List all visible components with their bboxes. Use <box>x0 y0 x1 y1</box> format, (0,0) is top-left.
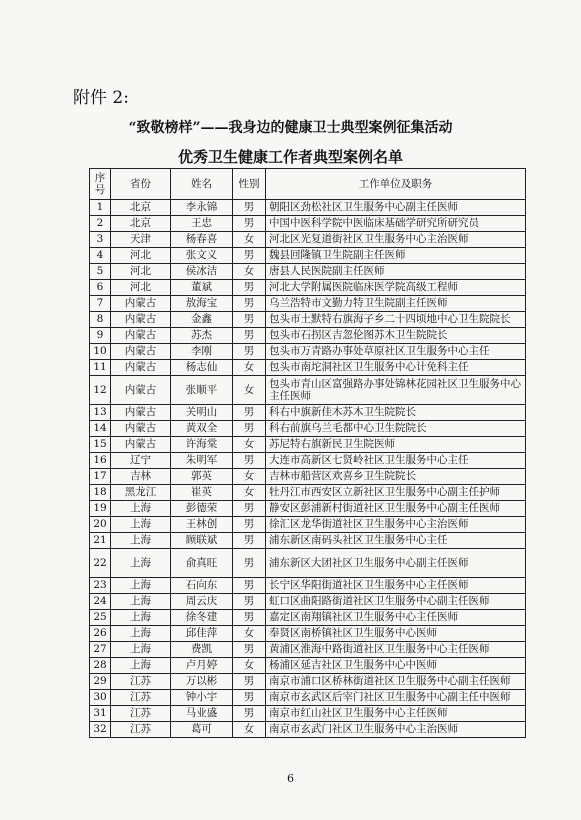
document-subtitle: 优秀卫生健康工作者典型案例名单 <box>177 148 403 166</box>
cell-unit: 南京市玄武门社区卫生服务中心主治医师 <box>266 722 526 738</box>
cell-unit: 吉林市船营区欢喜乡卫生院院长 <box>266 469 526 485</box>
document-title: “致敬榜样”——我身边的健康卫士典型案例征集活动 <box>128 120 453 136</box>
cell-province: 内蒙古 <box>111 405 171 421</box>
cell-name: 钟小宇 <box>171 690 233 706</box>
cell-province: 上海 <box>111 533 171 549</box>
cell-province: 上海 <box>111 594 171 610</box>
cell-unit: 唐县人民医院副主任医师 <box>266 264 526 280</box>
cell-province: 上海 <box>111 642 171 658</box>
cell-unit: 河北大学附属医院临床医学院高级工程师 <box>266 280 526 296</box>
cell-province: 天津 <box>111 232 171 248</box>
cell-gender: 女 <box>233 658 266 674</box>
table-row <box>90 469 526 485</box>
cell-gender: 男 <box>233 706 266 722</box>
cell-gender: 男 <box>233 674 266 690</box>
attachment-label: 附件 2: <box>73 88 129 108</box>
cell-no: 30 <box>90 690 111 706</box>
cell-name: 金鑫 <box>171 312 233 328</box>
cell-no: 8 <box>90 312 111 328</box>
cell-province: 辽宁 <box>111 453 171 469</box>
cell-no: 7 <box>90 296 111 312</box>
cell-gender: 男 <box>233 328 266 344</box>
cell-unit: 长宁区华阳街道社区卫生服务中心主任医师 <box>266 578 526 594</box>
cell-name: 石向东 <box>171 578 233 594</box>
cell-province: 江苏 <box>111 674 171 690</box>
cell-gender: 男 <box>233 200 266 216</box>
table-row <box>90 610 526 626</box>
cell-unit: 包头市青山区富强路办事处锦林花园社区卫生服务中心主任医师 <box>266 376 526 405</box>
cell-province: 内蒙古 <box>111 376 171 405</box>
cell-name: 侯冰洁 <box>171 264 233 280</box>
cell-unit: 朝阳区劲松社区卫生服务中心副主任医师 <box>266 200 526 216</box>
table-row <box>90 485 526 501</box>
cell-province: 内蒙古 <box>111 296 171 312</box>
cell-no: 16 <box>90 453 111 469</box>
cell-gender: 男 <box>233 501 266 517</box>
cell-gender: 男 <box>233 453 266 469</box>
cell-province: 河北 <box>111 280 171 296</box>
cell-name: 邱佳萍 <box>171 626 233 642</box>
cell-no: 1 <box>90 200 111 216</box>
table-row <box>90 722 526 738</box>
cell-gender: 男 <box>233 578 266 594</box>
cell-name: 周云庆 <box>171 594 233 610</box>
cell-unit: 包头市石拐区吉忽伦图苏木卫生院院长 <box>266 328 526 344</box>
case-list-table <box>89 168 526 738</box>
cell-no: 28 <box>90 658 111 674</box>
cell-no: 11 <box>90 360 111 376</box>
cell-unit: 牡丹江市西安区立新社区卫生服务中心副主任护师 <box>266 485 526 501</box>
cell-gender: 男 <box>233 312 266 328</box>
cell-no: 18 <box>90 485 111 501</box>
cell-name: 马业盛 <box>171 706 233 722</box>
cell-province: 上海 <box>111 658 171 674</box>
cell-name: 郭英 <box>171 469 233 485</box>
table-row <box>90 549 526 578</box>
cell-name: 黄双全 <box>171 421 233 437</box>
cell-gender: 男 <box>233 296 266 312</box>
table-body <box>90 200 526 738</box>
table-row <box>90 200 526 216</box>
cell-name: 李永锦 <box>171 200 233 216</box>
table-row <box>90 421 526 437</box>
cell-gender: 男 <box>233 594 266 610</box>
cell-name: 王忠 <box>171 216 233 232</box>
cell-province: 河北 <box>111 264 171 280</box>
cell-province: 吉林 <box>111 469 171 485</box>
table-row <box>90 216 526 232</box>
cell-no: 23 <box>90 578 111 594</box>
table-row <box>90 248 526 264</box>
cell-name: 王林创 <box>171 517 233 533</box>
table-row <box>90 344 526 360</box>
cell-no: 6 <box>90 280 111 296</box>
cell-gender: 男 <box>233 549 266 578</box>
header-unit: 工作单位及职务 <box>266 169 526 200</box>
cell-gender: 女 <box>233 626 266 642</box>
cell-province: 河北 <box>111 248 171 264</box>
cell-gender: 女 <box>233 232 266 248</box>
cell-no: 26 <box>90 626 111 642</box>
cell-province: 内蒙古 <box>111 421 171 437</box>
table-row <box>90 296 526 312</box>
cell-name: 俞真旺 <box>171 549 233 578</box>
table-row <box>90 405 526 421</box>
cell-name: 万以彬 <box>171 674 233 690</box>
cell-no: 19 <box>90 501 111 517</box>
cell-province: 江苏 <box>111 706 171 722</box>
cell-name: 苏杰 <box>171 328 233 344</box>
cell-name: 敖海宝 <box>171 296 233 312</box>
cell-unit: 南京市玄武区后宰门社区卫生服务中心副主任中医师 <box>266 690 526 706</box>
cell-gender: 女 <box>233 722 266 738</box>
cell-name: 杨春喜 <box>171 232 233 248</box>
table-row <box>90 501 526 517</box>
cell-name: 朱明军 <box>171 453 233 469</box>
cell-gender: 男 <box>233 405 266 421</box>
cell-no: 2 <box>90 216 111 232</box>
cell-unit: 黄浦区淮海中路街道社区卫生服务中心主任医师 <box>266 642 526 658</box>
cell-gender: 女 <box>233 485 266 501</box>
cell-unit: 徐汇区龙华街道社区卫生服务中心主治医师 <box>266 517 526 533</box>
table-row <box>90 264 526 280</box>
cell-no: 32 <box>90 722 111 738</box>
cell-no: 15 <box>90 437 111 453</box>
cell-province: 上海 <box>111 549 171 578</box>
cell-gender: 女 <box>233 360 266 376</box>
table-row <box>90 453 526 469</box>
cell-unit: 中国中医科学院中医临床基础学研究所研究员 <box>266 216 526 232</box>
cell-gender: 女 <box>233 376 266 405</box>
cell-unit: 河北区光复道街社区卫生服务中心主治医师 <box>266 232 526 248</box>
table-row <box>90 312 526 328</box>
cell-unit: 静安区彭浦新村街道社区卫生服务中心副主任医师 <box>266 501 526 517</box>
cell-unit: 杨浦区延吉社区卫生服务中心中医师 <box>266 658 526 674</box>
cell-name: 费凯 <box>171 642 233 658</box>
cell-unit: 浦东新区南码头社区卫生服务中心主任 <box>266 533 526 549</box>
header-province: 省份 <box>111 169 171 200</box>
cell-no: 13 <box>90 405 111 421</box>
cell-unit: 浦东新区大团社区卫生服务中心副主任医师 <box>266 549 526 578</box>
cell-no: 21 <box>90 533 111 549</box>
cell-unit: 包头市南坨洞社区卫生服务中心计免科主任 <box>266 360 526 376</box>
header-no <box>90 169 111 200</box>
table-row <box>90 674 526 690</box>
cell-no: 5 <box>90 264 111 280</box>
cell-name: 徐冬建 <box>171 610 233 626</box>
table-row <box>90 658 526 674</box>
cell-province: 上海 <box>111 501 171 517</box>
cell-province: 上海 <box>111 578 171 594</box>
table-row <box>90 706 526 722</box>
cell-no: 10 <box>90 344 111 360</box>
cell-province: 北京 <box>111 216 171 232</box>
cell-name: 崔英 <box>171 485 233 501</box>
table-row <box>90 328 526 344</box>
cell-no: 17 <box>90 469 111 485</box>
cell-name: 杨志仙 <box>171 360 233 376</box>
cell-name: 卢月婷 <box>171 658 233 674</box>
table-row <box>90 232 526 248</box>
header-gender: 性别 <box>233 169 266 200</box>
cell-name: 关明山 <box>171 405 233 421</box>
table-row <box>90 626 526 642</box>
table-header-row <box>90 169 526 200</box>
table-row <box>90 360 526 376</box>
cell-province: 内蒙古 <box>111 344 171 360</box>
cell-gender: 男 <box>233 642 266 658</box>
table-row <box>90 594 526 610</box>
cell-name: 许海棠 <box>171 437 233 453</box>
cell-province: 上海 <box>111 626 171 642</box>
cell-province: 上海 <box>111 610 171 626</box>
cell-no: 29 <box>90 674 111 690</box>
cell-name: 张顺平 <box>171 376 233 405</box>
cell-province: 内蒙古 <box>111 360 171 376</box>
cell-province: 江苏 <box>111 722 171 738</box>
cell-unit: 苏尼特右旗新民卫生院医师 <box>266 437 526 453</box>
table-row <box>90 280 526 296</box>
cell-unit: 魏县回隆镇卫生院副主任医师 <box>266 248 526 264</box>
table-row <box>90 437 526 453</box>
cell-gender: 男 <box>233 216 266 232</box>
cell-gender: 男 <box>233 517 266 533</box>
cell-no: 31 <box>90 706 111 722</box>
table-row <box>90 642 526 658</box>
cell-no: 9 <box>90 328 111 344</box>
cell-province: 内蒙古 <box>111 312 171 328</box>
cell-province: 江苏 <box>111 690 171 706</box>
cell-gender: 女 <box>233 469 266 485</box>
cell-no: 22 <box>90 549 111 578</box>
cell-unit: 大连市高新区七贤岭社区卫生服务中心主任 <box>266 453 526 469</box>
cell-unit: 乌兰浩特市文勤力特卫生院副主任医师 <box>266 296 526 312</box>
cell-province: 北京 <box>111 200 171 216</box>
cell-gender: 男 <box>233 421 266 437</box>
cell-gender: 女 <box>233 264 266 280</box>
cell-name: 董斌 <box>171 280 233 296</box>
cell-unit: 嘉定区南翔镇社区卫生服务中心主任医师 <box>266 610 526 626</box>
cell-no: 12 <box>90 376 111 405</box>
cell-no: 3 <box>90 232 111 248</box>
cell-unit: 包头市万青路办事处草原社区卫生服务中心主任 <box>266 344 526 360</box>
cell-gender: 男 <box>233 248 266 264</box>
cell-province: 内蒙古 <box>111 437 171 453</box>
cell-gender: 男 <box>233 533 266 549</box>
cell-unit: 科右前旗乌兰毛都中心卫生院院长 <box>266 421 526 437</box>
cell-gender: 男 <box>233 690 266 706</box>
cell-gender: 男 <box>233 280 266 296</box>
cell-gender: 男 <box>233 610 266 626</box>
cell-unit: 包头市土默特右旗海子乡二十四顷地中心卫生院院长 <box>266 312 526 328</box>
cell-province: 黑龙江 <box>111 485 171 501</box>
table-row <box>90 376 526 405</box>
table-row <box>90 517 526 533</box>
cell-unit: 南京市红山社区卫生服务中心主任医师 <box>266 706 526 722</box>
cell-gender: 男 <box>233 344 266 360</box>
cell-name: 张文义 <box>171 248 233 264</box>
cell-unit: 虹口区曲阳路街道社区卫生服务中心副主任医师 <box>266 594 526 610</box>
cell-province: 内蒙古 <box>111 328 171 344</box>
cell-no: 14 <box>90 421 111 437</box>
header-name: 姓名 <box>171 169 233 200</box>
cell-unit: 南京市浦口区桥林街道社区卫生服务中心副主任医师 <box>266 674 526 690</box>
table-row <box>90 690 526 706</box>
header-no-text: 序号 <box>94 171 106 196</box>
cell-no: 4 <box>90 248 111 264</box>
page-number: 6 <box>287 772 294 785</box>
cell-no: 24 <box>90 594 111 610</box>
cell-name: 顾联斌 <box>171 533 233 549</box>
cell-province: 上海 <box>111 517 171 533</box>
cell-no: 27 <box>90 642 111 658</box>
cell-gender: 女 <box>233 437 266 453</box>
cell-name: 彭德荣 <box>171 501 233 517</box>
cell-name: 李刚 <box>171 344 233 360</box>
cell-no: 20 <box>90 517 111 533</box>
cell-unit: 科右中旗新佳木苏木卫生院院长 <box>266 405 526 421</box>
cell-unit: 奉贤区南桥镇社区卫生服务中心医师 <box>266 626 526 642</box>
cell-name: 葛可 <box>171 722 233 738</box>
table-row <box>90 578 526 594</box>
cell-no: 25 <box>90 610 111 626</box>
table-row <box>90 533 526 549</box>
